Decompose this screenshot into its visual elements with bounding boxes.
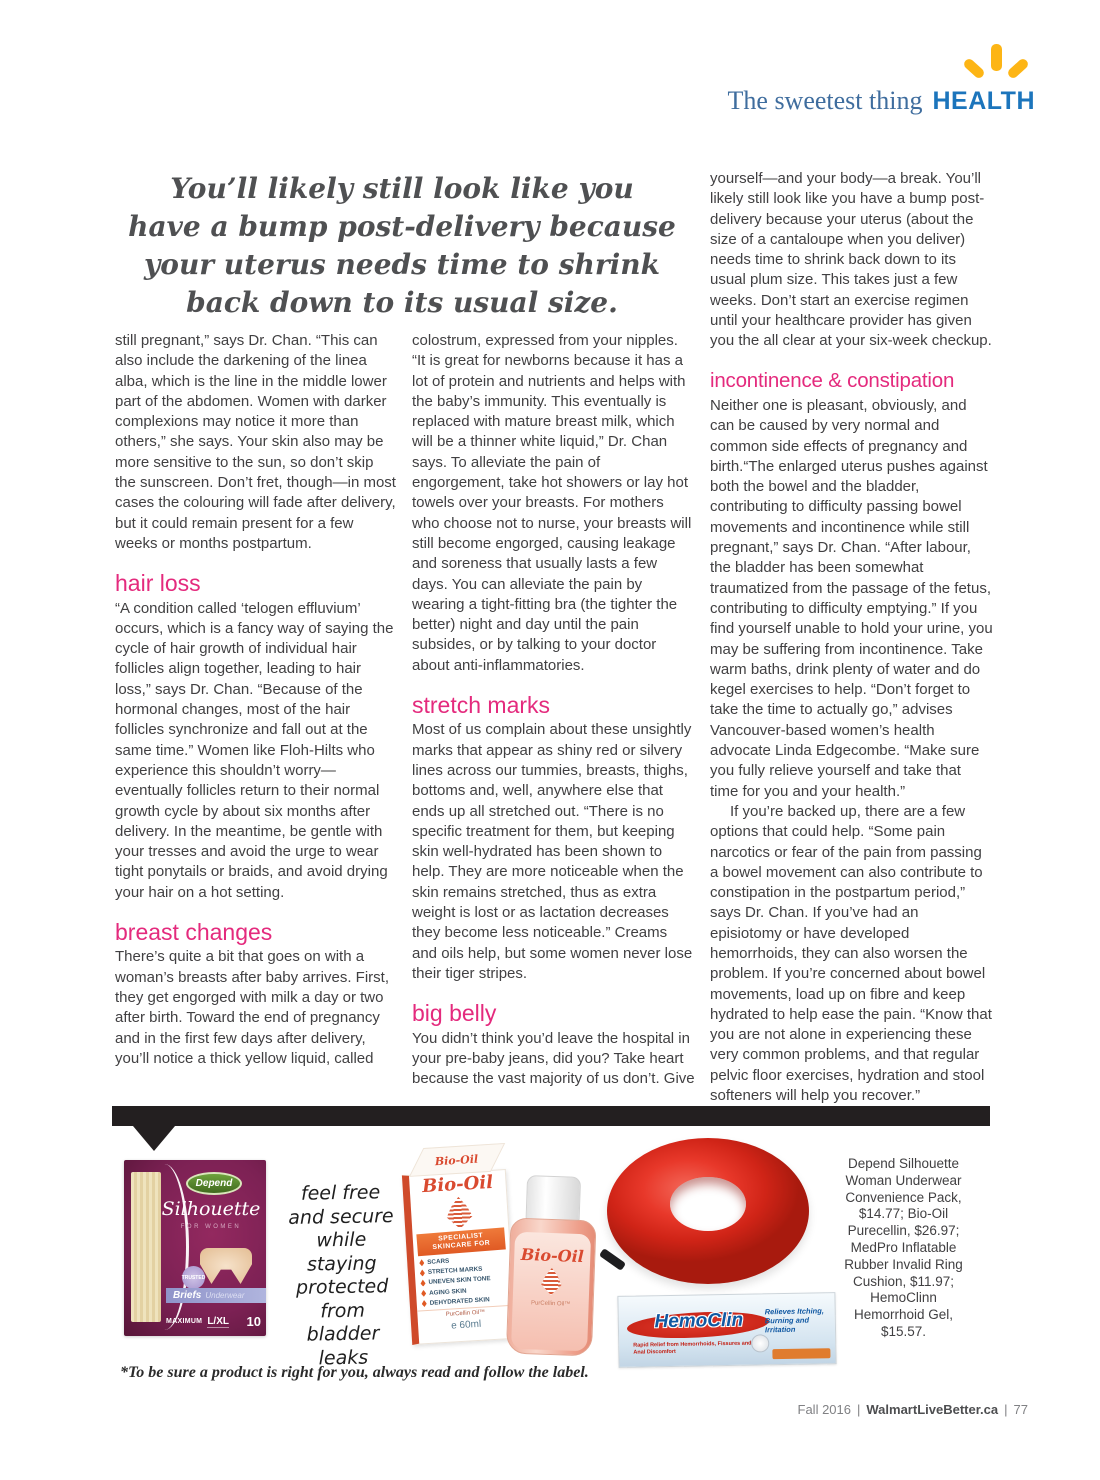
banner-line: SPECIALIST: [438, 1232, 484, 1243]
article-column-2: [412, 331, 695, 1089]
ingredient-label: PurCellin Oil™: [530, 1300, 571, 1308]
paragraph: yourself—and your body—a break. You’ll likely still look like you have a bump post-delivery because your uterus (about the size of a cantaloupe when you deliver) needs time to shrink back down to its usual plum size. This takes just a few weeks. Don’t start an exercise regimen until your healthcare provider has given you the all clear at your six-week checkup.: [710, 170, 992, 350]
walmart-spark-icon: [964, 44, 1028, 88]
absorbency-label: MAXIMUM: [166, 1318, 203, 1325]
pull-quote-line: your uterus needs time to shrink: [144, 248, 660, 281]
drop-bullet-icon: [422, 1300, 427, 1307]
footer-separator: |: [857, 1402, 861, 1417]
banner-line: SKINCARE FOR: [432, 1239, 491, 1252]
bio-oil-box-product: [402, 1152, 516, 1345]
trusted-badge: TRUSTED: [182, 1266, 205, 1289]
paragraph: Most of us complain about these unsightly marks that appear as shiny red or silvery lines across our tummies, breasts, thighs, bottoms and, well, anywhere else that ends up all stretched out. “There is no specific treatment for them, but keeping skin well-hydrated has been shown to help. They are more noticeable when the skin remains stretched, thus as extra weight is lost or as lactation decreases they become less noticeable.” Creams and oils help, but some women never lose their tiger stripes.: [412, 721, 693, 982]
briefs-band: [166, 1288, 266, 1303]
box-top-face: [409, 1143, 505, 1177]
handwritten-line: and secure: [288, 1204, 394, 1229]
bio-oil-drop-icon: [444, 1196, 474, 1230]
hemoclin-product: [617, 1292, 836, 1368]
footer-page-number: 77: [1013, 1402, 1028, 1417]
benefit-item: STRETCH MARKS: [420, 1264, 511, 1277]
orange-band: [772, 1348, 830, 1359]
drop-bullet-icon: [419, 1259, 424, 1266]
page-footer: [798, 1402, 1028, 1417]
ring-cushion-product: [607, 1138, 809, 1284]
down-arrow-icon: [133, 1126, 175, 1151]
handwritten-line: while staying: [306, 1228, 377, 1276]
bio-oil-top-logo: Bio-Oil: [435, 1152, 480, 1168]
header-section-label: HEALTH: [932, 87, 1035, 115]
paragraph: still pregnant,” says Dr. Chan. “This can also include the darkening of the linea alba, which is the line in the middle lower part of the abdomen. Women with darker complexions may notice it more than others,” she says. Your skin also may be more sensitive to the sun, so don’t skip the sunscreen. Don’t fret, though—in most cases the colouring will fade after delivery, but it could remain present for a few weeks or months postpartum.: [115, 332, 396, 552]
package-size-row: [166, 1314, 261, 1329]
depend-brand-badge: Depend: [186, 1172, 242, 1195]
paragraph: If you’re backed up, there are a few options that could help. “Some pain narcotics or fear of the pain from passing a bowel movement can also contribute to constipation in the postpartum period,” says Dr. Chan. If you’ve had an episiotomy or have developed hemorrhoids, they can also worsen the problem. If you’re concerned about bowel movements, load up on fibre and keep hydrated to help ease the pain. “Know that you are not alone in experiencing these very common problems, and that regular pelvic floor exercises, hydration and stool softeners will help you recover.”: [710, 802, 992, 1105]
hemoclin-logo: HemoClin: [654, 1309, 744, 1333]
benefit-item: DEHYDRATED SKIN: [422, 1295, 513, 1308]
paragraph: colostrum, expressed from your nipples. “It is great for newborns because it has a lot of protein and nutrients and helps with the baby’s immunity. This eventually is replaced with mature breast milk, which will be a thinner white liquid,” Dr. Chan says. To alleviate the pain of engorgement, take hot showers or lay hot towels over your breasts. For mothers who choose not to nurse, your breasts will still become engorged, causing leakage and soreness that usually lasts a few days. You can alleviate the pain by wearing a tight-fitting bra (the tighter the better) night and day until the pain subsides, or by talking to your doctor about anti-inflammatories.: [412, 332, 692, 674]
section-heading-stretch-marks: stretch marks: [412, 692, 551, 719]
handwritten-note: [280, 1181, 403, 1371]
product-price-blurb: Depend Silhouette Woman Underwear Convenience Pack, $14.77; Bio-Oil Purecellin, $26.97; MedPro Inflatable Rubber Invalid Ring Cushion, $11.97; HemoClinn Hemorrhoid Gel, $15.57.: [844, 1156, 963, 1339]
drop-bullet-icon: [420, 1279, 425, 1286]
volume-label: e 60ml: [450, 1318, 482, 1332]
article-column-3: [710, 169, 993, 1106]
underwear-label: Underwear: [205, 1291, 245, 1300]
bottle-body: [506, 1218, 597, 1357]
package-window-arc: [140, 1164, 189, 1330]
bottle-cap: [526, 1175, 582, 1223]
depend-product-name: Silhouette: [161, 1198, 261, 1220]
pull-quote-line: You’ll likely still look like you: [170, 172, 634, 205]
paragraph: Neither one is pleasant, obviously, and can be caused by very normal and common side effects of pregnancy and birth.“The enlarged uterus pushes against both the bowel and the bladder, contributing to difficulty passing bowel movements and incontinence while still pregnant,” says Dr. Chan. “After labour, the bladder has been somewhat traumatized from the passage of the fetus, contributing to difficulty emptying.” If you find yourself unable to hold your urine, you may be suffering from incontinence. Take warm baths, drink plenty of water and do kegel exercises to help. “Don’t forget to take the time to actually go,” advises Vancouver-based women’s health advocate Linda Edgecombe. “Make sure you fully relieve yourself and take that time for you and your health.”: [710, 396, 993, 800]
depend-silhouette-product: [124, 1160, 266, 1336]
footer-separator: |: [1004, 1402, 1008, 1417]
count-label: 10: [246, 1314, 261, 1329]
handwritten-line: from bladder: [306, 1299, 380, 1346]
paragraph: “A condition called ‘telogen effluvium’ occurs, which is a fancy way of saying the cycle of hair growth of individual hair follicles align together, leading to hair loss,” says Dr. Chan. “Because of the hormonal changes, most of the hair follicles synchronize and fall out at the same time.” Women like Floh-Hilts who experience this shouldn’t worry—eventually follicles return to their normal growth cycle by about six months after delivery. In the meantime, be gentle with your tresses and avoid the urge to wear tight ponytails or braids, and avoid drying your hair on a hot setting.: [115, 599, 394, 901]
section-header: [728, 86, 1035, 116]
specialist-banner: [416, 1227, 505, 1256]
section-heading-big-belly: big belly: [412, 1000, 497, 1027]
divider-bar: [112, 1106, 990, 1126]
pull-quote-line: back down to its usual size.: [186, 286, 618, 319]
briefs-label: Briefs: [173, 1290, 202, 1301]
article-column-1: [115, 331, 398, 1069]
section-heading-incontinence: incontinence & constipation: [710, 368, 955, 392]
paragraph: You didn’t think you’d leave the hospital in your pre-baby jeans, did you? Take heart because the vast majority of us don’t. Give: [412, 1029, 695, 1088]
footer-site: WalmartLiveBetter.ca: [866, 1402, 999, 1417]
ingredient-label: PurCellin Oil™: [417, 1305, 513, 1320]
size-label: L/XL: [207, 1315, 229, 1327]
hemoclin-subtext: Rapid Relief from Hemorrhoids, Fissures and Anal Discomfort: [633, 1340, 752, 1356]
drop-bullet-icon: [420, 1269, 425, 1276]
footnote: *To be sure a product is right for you, always read and follow the label.: [120, 1364, 589, 1381]
pull-quote: [112, 170, 692, 322]
tube-cap-icon: [751, 1334, 769, 1352]
bio-oil-bottle-product: [506, 1175, 596, 1356]
benefit-list: [414, 1254, 513, 1308]
pull-quote-line: have a bump post-delivery because: [128, 210, 676, 243]
handwritten-line: protected: [295, 1275, 389, 1299]
footer-issue: Fall 2016: [797, 1402, 851, 1417]
bio-oil-logo: Bio-Oil: [421, 1171, 494, 1198]
header-tagline: The sweetest thing: [727, 86, 923, 115]
cushion-hole: [670, 1177, 746, 1231]
hemoclin-tagline: Relieves Itching, Burning and Irritation: [764, 1306, 824, 1335]
cushion-valve: [599, 1248, 626, 1271]
section-heading-hair-loss: hair loss: [115, 570, 201, 597]
benefit-item: UNEVEN SKIN TONE: [420, 1274, 511, 1287]
underwear-image: [200, 1248, 252, 1284]
drop-bullet-icon: [421, 1290, 426, 1297]
paragraph: There’s quite a bit that goes on with a woman’s breasts after baby arrives. First, they get engorged with milk a day or two after birth. Toward the end of pregnancy and in the first few days after delivery, you’ll notice a thick yellow liquid, called: [115, 948, 389, 1067]
depend-product-subtitle: FOR WOMEN: [180, 1224, 242, 1230]
handwritten-line: leaks: [318, 1346, 369, 1369]
benefit-item: SCARS: [419, 1254, 510, 1267]
handwritten-line: feel free: [300, 1181, 381, 1205]
section-heading-breast-changes: breast changes: [115, 919, 273, 946]
bio-oil-logo: Bio-Oil: [520, 1244, 585, 1267]
benefit-item: AGING SKIN: [421, 1284, 512, 1297]
